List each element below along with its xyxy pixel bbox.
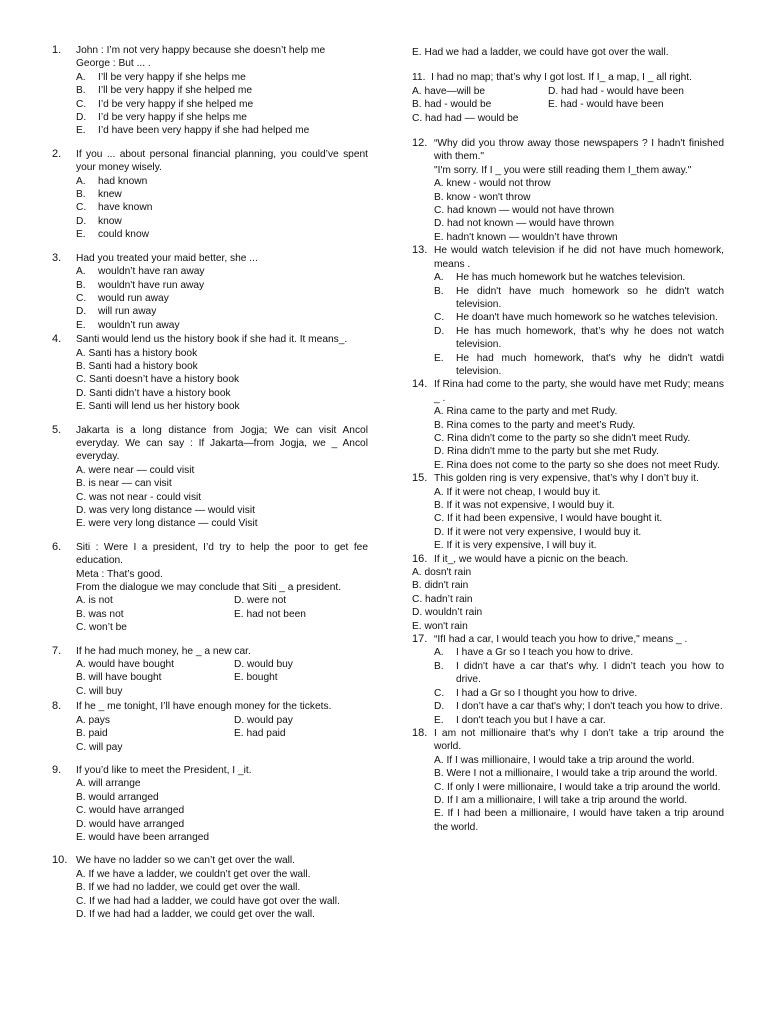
answer-option: B. will have bought: [76, 672, 162, 684]
answer-option: D. Santi didn’t have a history book: [76, 387, 231, 399]
answer-option: B. didn't rain: [412, 580, 469, 592]
answer-option: E. bought: [234, 672, 278, 684]
answer-option: A. is not: [76, 595, 113, 607]
answer-option: E. hadn't known — wouldn’t have thrown: [434, 231, 618, 243]
answer-option: D. had not known — would have thrown: [434, 218, 615, 230]
answer-option: C. had had — would be: [412, 112, 519, 124]
answer-option: A. Rina came to the party and met Rudy.: [434, 406, 618, 418]
question-number: 18.: [412, 726, 428, 739]
question-stem: John : I’m not very happy because she doesn’t help me: [76, 45, 326, 56]
answer-grid: [412, 85, 724, 125]
answer-option: D. I’d be very happy if she helps me: [76, 112, 247, 124]
answer-option: D. were not: [234, 595, 287, 607]
answer-option: E. I don't teach you but I have a car.: [434, 714, 606, 726]
answer-option: C. will buy: [76, 685, 123, 697]
question-stem: Had you treated your maid better, she ...: [76, 252, 258, 264]
question-stem: This golden ring is very expensive, that’s why I don’t buy it.: [434, 473, 699, 485]
answer-option: E. Rina does not come to the party so she does not meet Rudy.: [434, 459, 720, 471]
answer-option: E. had - would have been: [548, 99, 664, 111]
question-number: 12.: [412, 137, 428, 150]
left-column: [52, 44, 368, 927]
question-10: [52, 854, 368, 921]
answer-option: A. would have bought: [76, 659, 174, 671]
question-stem: “Why did you throw away those newspapers ? I hadn't finished with them.": [434, 138, 724, 163]
answer-option: B. If it was not expensive, I would buy it.: [434, 500, 615, 511]
question-3: [52, 252, 368, 332]
answer-option: A. have—will be: [412, 85, 486, 97]
answer-option: A. will arrange: [76, 778, 141, 790]
answer-option: A. had known: [76, 175, 148, 187]
answer-option: B. He didn't have much homework so he didn't watch television.: [434, 285, 724, 310]
answer-option: B. Were I not a millionaire, I would take a trip around the world.: [434, 768, 718, 780]
answer-option: E. were very long distance — could Visit: [76, 518, 258, 530]
question-number: 13.: [412, 244, 428, 257]
question-stem: I am not millionaire that's why I don’t take a trip around the world.: [434, 727, 724, 753]
answer-option: A. knew - would not throw: [434, 178, 551, 190]
answer-option: D. He has much homework, that’s why he does not watch television.: [434, 325, 724, 351]
answer-option: B. I didn't have a car that’s why. I didn’t teach you how to drive.: [434, 660, 724, 686]
answer-option: D. was very long distance — would visit: [76, 505, 255, 516]
answer-option: D. would have arranged: [76, 818, 185, 830]
question-number: 4.: [52, 333, 62, 346]
right-column: [412, 46, 724, 834]
answer-grid: [76, 594, 368, 634]
answer-option: C. If only I were millionaire, I would take a trip around the world.: [434, 781, 721, 793]
answer-option: E. wouldn’t run away: [76, 319, 180, 331]
answer-option: D. had had - would have been: [548, 85, 684, 97]
question-stem: "I'm sorry. If I _ you were still reading them I_them away.": [434, 164, 692, 176]
answer-option: D. I don’t have a car that's why; I don't teach you how to drive.: [434, 701, 723, 713]
question-number: 9.: [52, 763, 62, 776]
question-9: [52, 764, 368, 844]
answer-option: B. paid: [76, 728, 108, 740]
answer-option: A. He has much homework but he watches television.: [434, 272, 686, 284]
question-stem: Jakarta is a long distance from Jogja; We can visit Ancol everyday. We can say : If Jakarta—from Jogja, we _ Ancol everyday.: [76, 424, 368, 463]
answer-option: A. I have a Gr so I teach you how to drive.: [434, 647, 634, 659]
answer-option: C. Rina didn't come to the party so she didn't meet Rudy.: [434, 432, 691, 444]
answer-option: D. wouldn’t rain: [412, 607, 483, 619]
answer-option: B. is near — can visit: [76, 478, 172, 490]
question-number: 10.: [52, 854, 68, 867]
question-number: 16.: [412, 552, 428, 565]
question-number: 8.: [52, 700, 62, 713]
question-14: [412, 378, 724, 472]
question-4: [52, 333, 368, 413]
answer-option: D. would buy: [234, 659, 293, 671]
question-number: 5.: [52, 423, 62, 436]
answer-option: E. I’d have been very happy if she had helped me: [76, 125, 310, 137]
answer-option: A. were near — could visit: [76, 464, 195, 476]
answer-option: D. If I am a millionaire, I will take a trip around the world.: [434, 794, 688, 806]
answer-option: D. If it were not very expensive, I would buy it.: [434, 526, 642, 538]
answer-option: B. was not: [76, 608, 124, 620]
answer-option: C. would run away: [76, 292, 169, 304]
question-stem: If he _ me tonight, I’ll have enough money for the tickets.: [76, 701, 332, 713]
question-number: 11.: [412, 72, 426, 84]
answer-option: C. I’d be very happy if she helped me: [76, 98, 254, 110]
question-stem: If Rina had come to the party, she would have met Rudy; means _ .: [434, 379, 724, 404]
question-stem: We have no ladder so we can’t get over the wall.: [76, 855, 295, 867]
answer-option: C. I had a Gr so I thought you how to drive.: [434, 687, 638, 699]
answer-grid: [76, 714, 368, 754]
question-number: 7.: [52, 644, 62, 657]
question-6: [52, 541, 368, 635]
answer-option: E. had paid: [234, 728, 286, 740]
answer-option: C. Santi doesn’t have a history book: [76, 374, 240, 386]
question-2: [52, 148, 368, 242]
answer-option: E. had not been: [234, 608, 306, 620]
question-number: 15.: [412, 472, 428, 485]
answer-option: D. will run away: [76, 306, 157, 318]
answer-option: C. If it had been expensive, I would have bought it.: [434, 513, 663, 525]
answer-option: B. would arranged: [76, 791, 159, 803]
question-stem: If you ... about personal financial planning, you could’ve spent your money wisely.: [76, 148, 368, 174]
question-5: [52, 424, 368, 531]
answer-option: C. He doan't have much homework so he watches television.: [434, 312, 718, 324]
answer-option: A. wouldn’t have ran away: [76, 266, 205, 278]
question-stem: If he had much money, he _ a new car.: [76, 645, 251, 657]
answer-option: C. had known — would not have thrown: [434, 205, 615, 217]
answer-option: B. I’ll be very happy if she helped me: [76, 85, 253, 97]
answer-option: D. know: [76, 215, 122, 227]
answer-option: A. Santi has a history book: [76, 347, 198, 359]
answer-option: A. If it were not cheap, I would buy it.: [434, 486, 601, 498]
question-number: 14.: [412, 378, 428, 391]
answer-option: C. hadn’t rain: [412, 593, 473, 605]
answer-option: D. Rina didn't mme to the party but she met Rudy.: [434, 446, 659, 458]
answer-option: C. If we had had a ladder, we could have got over the wall.: [76, 895, 340, 907]
answer-option: C. would have arranged: [76, 805, 185, 817]
question-number: 17.: [412, 633, 428, 646]
question-13: [412, 244, 724, 378]
question-stem: From the dialogue we may conclude that Siti _ a president.: [76, 582, 342, 594]
answer-option: B. Santi had a history book: [76, 360, 198, 372]
answer-option: A. I’ll be very happy if she helps me: [76, 71, 246, 83]
question-7: [52, 645, 368, 699]
answer-option: B. know - won't throw: [434, 191, 531, 203]
answer-option: D. would pay: [234, 714, 293, 726]
answer-option: E. won't rain: [412, 620, 468, 632]
answer-option: B. wouldn't have run away: [76, 279, 205, 291]
question-stem: I had no map; that’s why I got lost. If I_ a map, I _ all right.: [431, 72, 692, 84]
answer-option: E. If it is very expensive, I will buy it.: [434, 540, 597, 552]
question-stem: George : But ... .: [76, 58, 151, 70]
answer-option: A. pays: [76, 714, 110, 726]
question-stem: If you’d like to meet the President, I _it.: [76, 764, 252, 776]
answer-option: A. dosn't rain: [412, 567, 472, 579]
question-stem: If it_, we would have a picnic on the beach.: [434, 553, 629, 565]
answer-option: E. Had we had a ladder, we could have got over the wall.: [412, 47, 669, 58]
answer-option: A. If I was millionaire, I would take a trip around the world.: [434, 754, 695, 766]
question-number: 6.: [52, 540, 62, 553]
answer-option: B. If we had no ladder, we could get over the wall.: [76, 882, 301, 894]
answer-option: E. would have been arranged: [76, 831, 210, 843]
question-1: [52, 44, 368, 138]
question-8: [52, 700, 368, 754]
answer-option: B. knew: [76, 189, 122, 201]
question-16: [412, 553, 724, 633]
question-stem: Siti : Were I a president, I’d try to help the poor to get fee education.: [76, 541, 368, 567]
question-18: [412, 727, 724, 834]
question-number: 3.: [52, 251, 62, 264]
question-number: 2.: [52, 147, 62, 160]
answer-option: A. If we have a ladder, we couldn’t get over the wall.: [76, 868, 311, 880]
question-stem: He would watch television if he did not have much homework, means .: [434, 245, 724, 270]
answer-grid: [76, 658, 368, 698]
answer-option: C. won’t be: [76, 622, 127, 634]
answer-option: E. Santi will lend us her history book: [76, 401, 240, 413]
answer-option: D. If we had had a ladder, we could get over the wall.: [76, 908, 315, 920]
answer-option: E. If I had been a millionaire, I would have taken a trip around the world.: [434, 808, 724, 833]
answer-option: E. could know: [76, 229, 149, 241]
answer-option: E. He had much homework, that's why he didn't watdi television.: [434, 352, 724, 377]
question-11: [412, 71, 724, 125]
question-stem: Meta : That’s good.: [76, 568, 163, 580]
answer-option: C. have known: [76, 202, 153, 214]
question-15: [412, 472, 724, 552]
answer-option: C. was not near - could visit: [76, 491, 202, 503]
question-12: [412, 137, 724, 244]
question-17: [412, 633, 724, 727]
answer-option: B. had - would be: [412, 99, 492, 111]
answer-option: C. will pay: [76, 741, 123, 753]
question-number: 1.: [52, 44, 62, 56]
question-stem: Santi would lend us the history book if she had it. It means_.: [76, 334, 348, 346]
answer-option: B. Rina comes to the party and meet’s Rudy.: [434, 419, 636, 431]
question-stem: “IfI had a car, I would teach you how to drive," means _ .: [434, 634, 688, 646]
